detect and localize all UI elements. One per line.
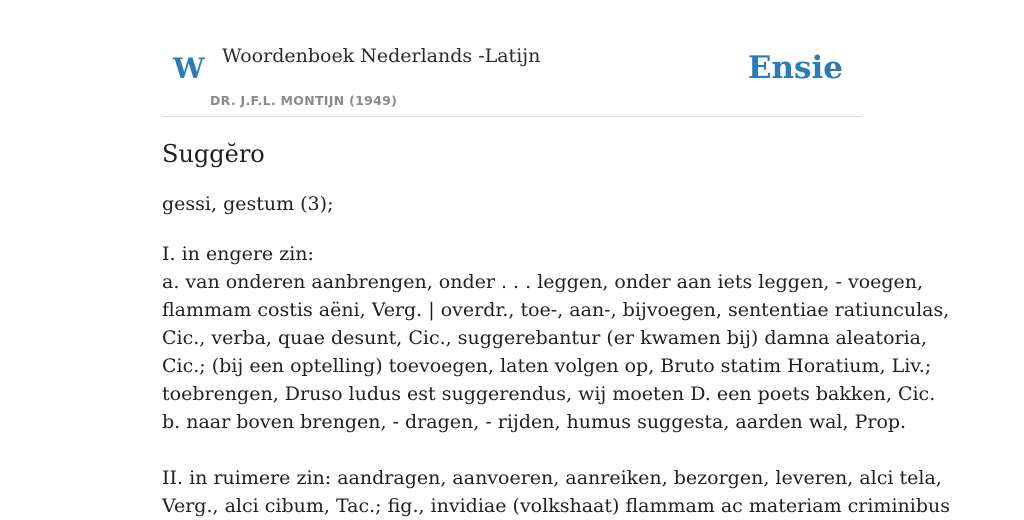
definition-line: Cic.; (bij een optelling) toevoegen, laten volgen op, Bruto statim Horatium, Liv.; (162, 355, 932, 377)
entry-headword: Suggĕro (162, 140, 265, 168)
definition-line: I. in engere zin: (162, 243, 314, 265)
paragraph-gap (162, 436, 862, 464)
ensie-logo[interactable]: Ensie (747, 50, 843, 86)
dictionary-title[interactable]: Woordenboek Nederlands -Latijn (222, 45, 541, 67)
definition-line: a. van onderen aanbrengen, onder . . . leggen, onder aan iets leggen, - voegen, (162, 271, 924, 293)
definition-line: toebrengen, Druso ludus est suggerendus, wij moeten D. een poets bakken, Cic. (162, 383, 936, 405)
definition-line: b. naar boven brengen, - dragen, - rijden, humus suggesta, aarden wal, Prop. (162, 411, 907, 433)
header (162, 0, 862, 117)
dictionary-logo-icon[interactable]: W (173, 52, 205, 85)
entry-definition (162, 240, 950, 520)
dictionary-author: DR. J.F.L. MONTIJN (1949) (210, 93, 398, 108)
definition-line: flammam costis aëni, Verg. | overdr., toe-, aan-, bijvoegen, sententiae ratiunculas, (162, 299, 950, 321)
entry-forms: gessi, gestum (3); (162, 193, 334, 215)
definition-line: Verg., alci cibum, Tac.; fig., invidiae (volkshaat) flammam ac materiam criminibus (162, 495, 950, 517)
definition-line: Cic., verba, quae desunt, Cic., suggerebantur (er kwamen bij) damna aleatoria, (162, 327, 928, 349)
definition-line: II. in ruimere zin: aandragen, aanvoeren, aanreiken, bezorgen, leveren, alci tela, (162, 467, 942, 489)
